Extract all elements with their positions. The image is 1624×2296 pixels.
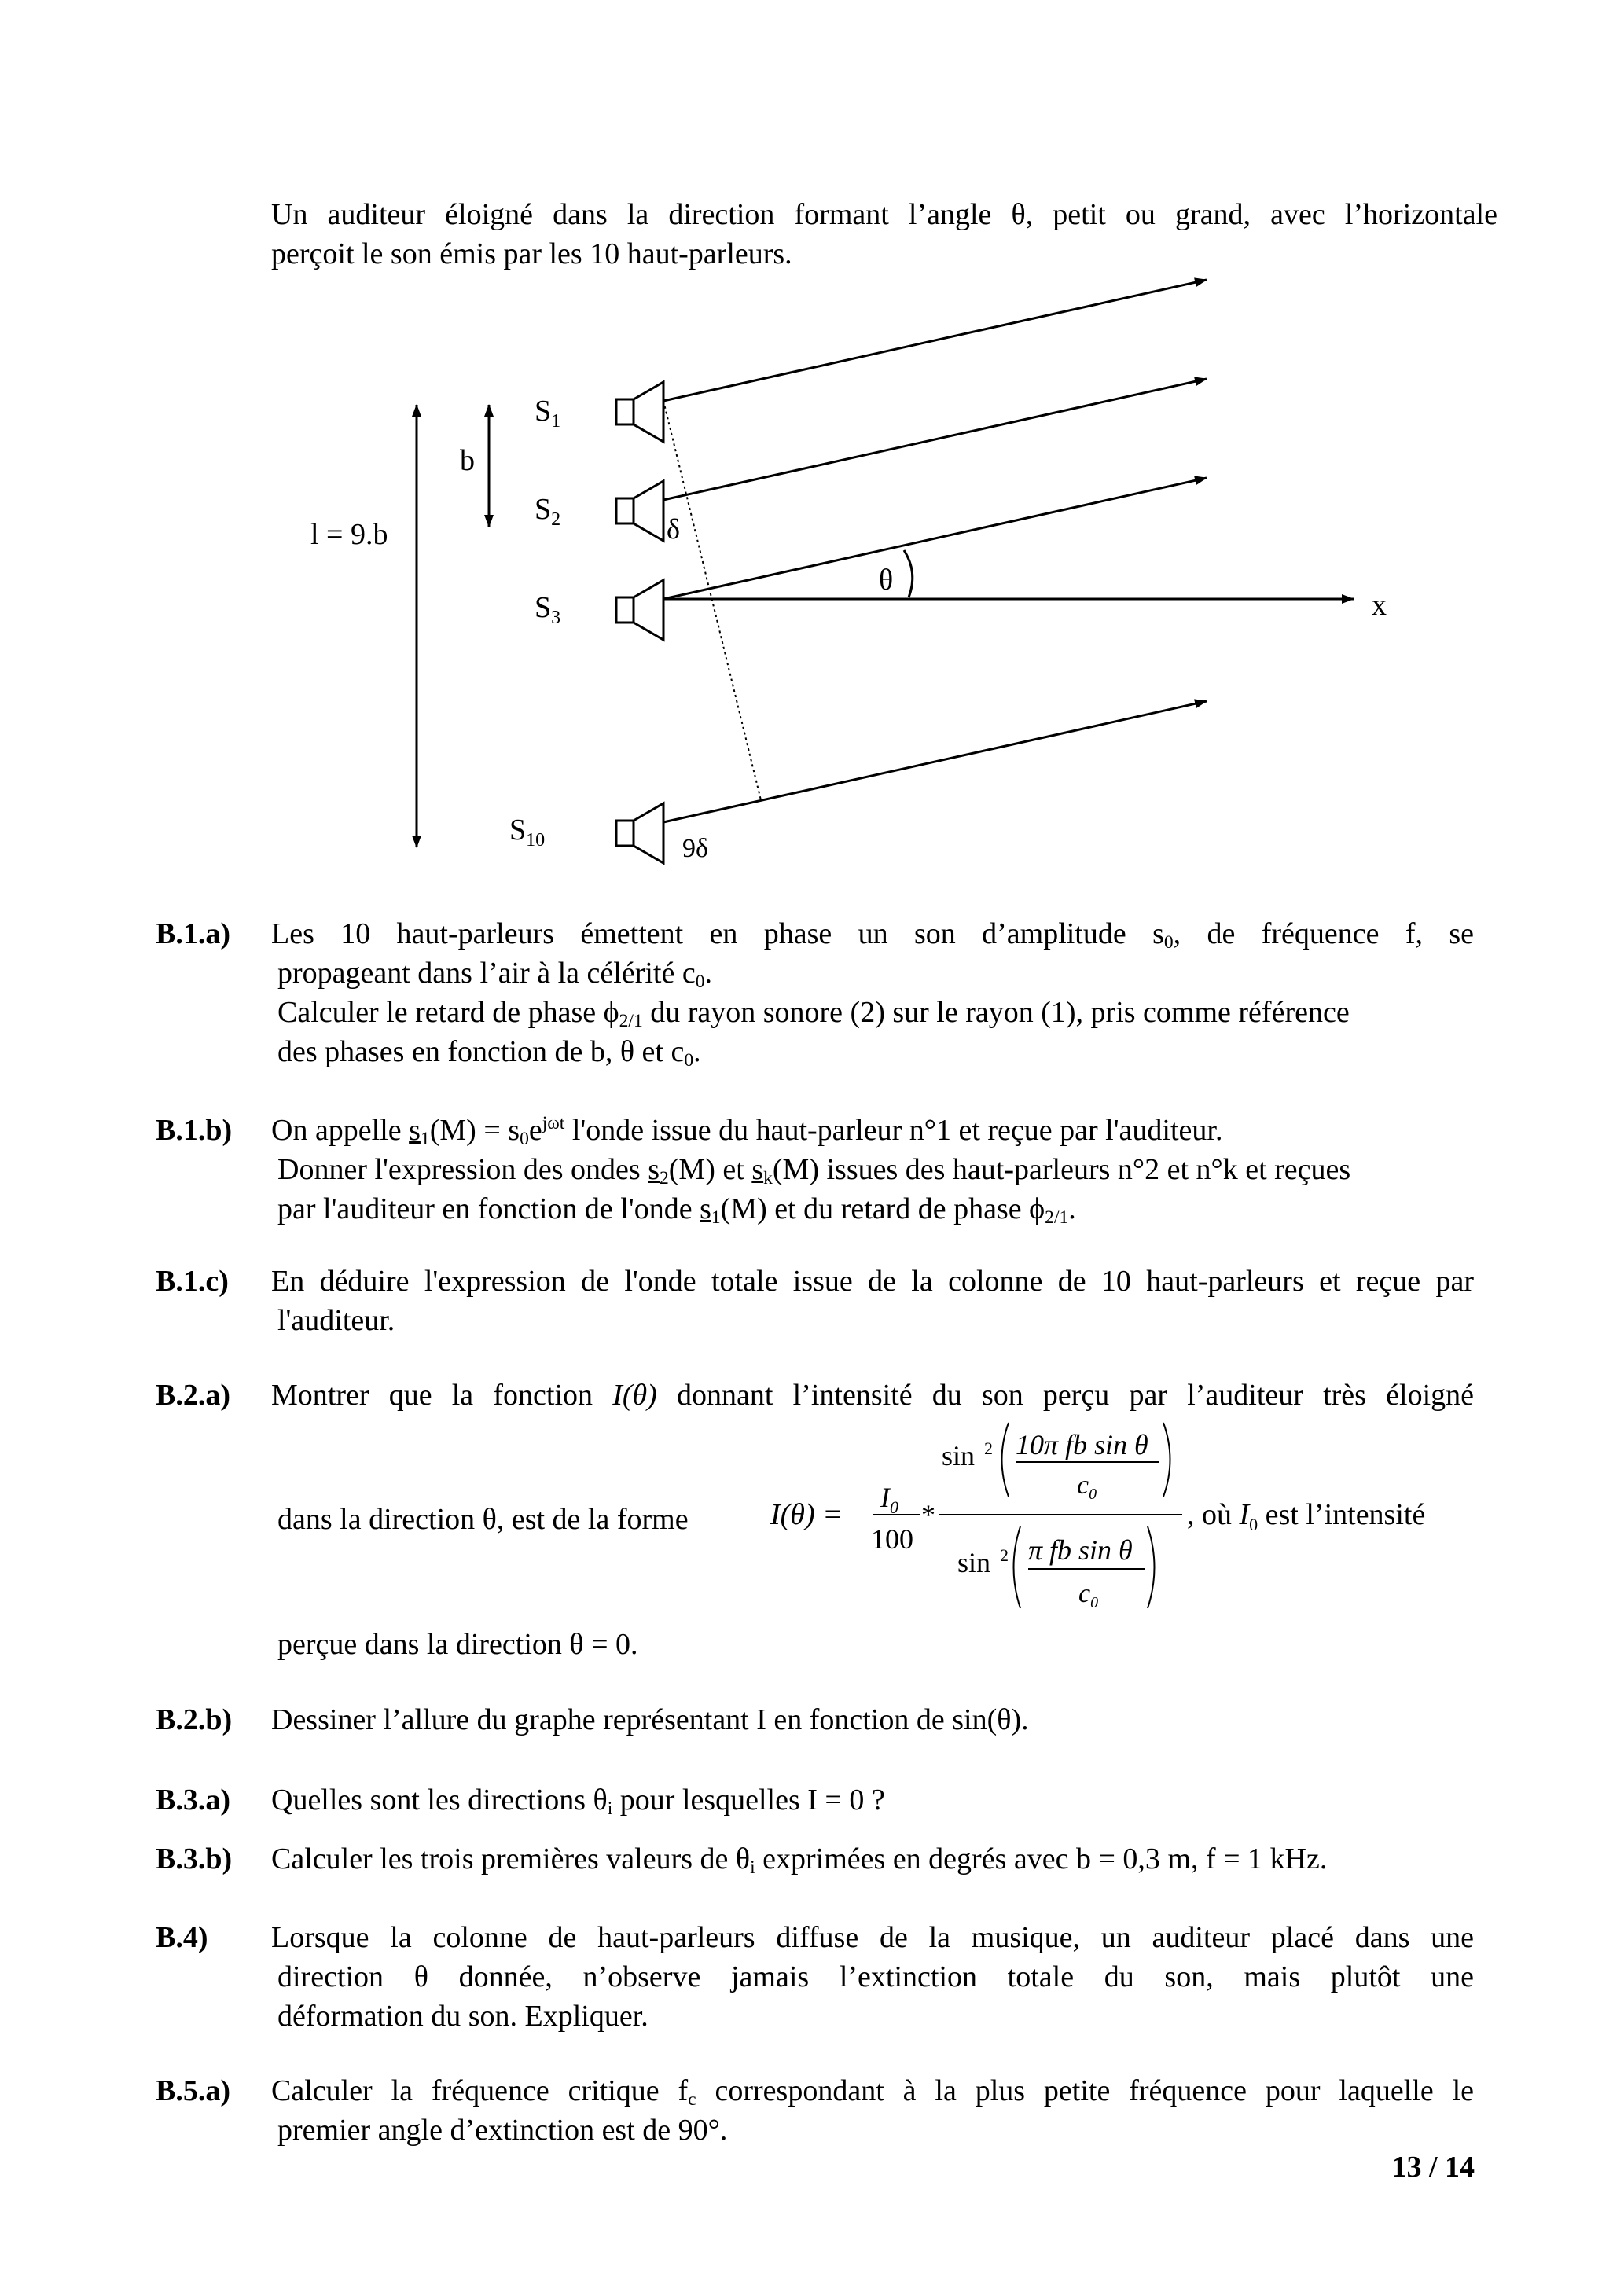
label-x: x [1372, 589, 1387, 622]
speaker-2-icon [616, 481, 663, 541]
question-b3b: Calculer les trois premières valeurs de $\theta_i$ exprimées en degrés avec b = 0,3 m, f = 1 kHz. [271, 1842, 1328, 1878]
wavefront-dotted-line [663, 401, 761, 800]
label-s10: $S_{10}$ [509, 814, 546, 850]
question-b1c: En déduire l'expression de l'onde totale issue de la colonne de 10 haut-parleurs et reçue par l'auditeur. [271, 1265, 1474, 1337]
question-b2a-intro: Montrer que la fonction I(θ) donnant l’intensité du son perçu par l’auditeur très éloigné [271, 1379, 1474, 1412]
svg-text:I0: $I_0$ [880, 1482, 898, 1517]
speaker-10-icon [616, 803, 663, 863]
label-delta: δ [667, 513, 680, 545]
question-b2a-form-text: dans la direction θ, est de la forme [277, 1503, 689, 1536]
label-s3: $S_3$ [535, 591, 561, 628]
question-b2a-end: perçue dans la direction θ = 0. [277, 1628, 638, 1661]
speaker-1-icon [616, 382, 663, 442]
theta-arc [904, 550, 913, 597]
question-b1a: Les 10 haut-parleurs émettent en phase un son d’amplitude $s_0$, de fréquence f, se propageant dans l’air à la célérité $c_0$. Calculer le retard de phase $\phi_{2/1}$ du rayon sonore (2) sur le rayon (1), pris comme référence des phases en fonction de b, θ et $c_0$. [271, 917, 1474, 1071]
question-b1b: On appelle $s_1(M) = s_0e^{j\omega t}$ l'onde issue du haut-parleur n°1 et reçue par l'auditeur. Donner l'expression des ondes $s_2(M)$ et $s_k(M)$ issues des haut-parleurs n°2 et n°k et reçues par l'auditeur en fonction de l'onde $s_1(M)$ et du retard de phase $\phi_{2/1}$. [271, 1112, 1351, 1228]
question-label-b1a: B.1.a) [156, 917, 230, 950]
svg-text:10π fb sin θ: 10π fb sin θ [1016, 1429, 1148, 1460]
svg-text:, où I0 est l’intensité: , où $I_0$ est l’intensité [1187, 1498, 1426, 1534]
page-number: 13 / 14 [1391, 2151, 1475, 2184]
question-label-b2b: B.2.b) [156, 1703, 233, 1736]
question-b5a: Calculer la fréquence critique $f_c$ correspondant à la plus petite fréquence pour laquelle le premier angle d’extinction est de 90°. [271, 2074, 1475, 2147]
question-b3a: Quelles sont les directions $\theta_i$ pour lesquelles I = 0 ? [271, 1784, 885, 1819]
intro-line-2: perçoit le son émis par les 10 haut-parleurs. [271, 237, 792, 270]
question-b2b: Dessiner l’allure du graphe représentant I en fonction de sin(θ). [271, 1703, 1029, 1736]
label-s1: $S_1$ [535, 395, 561, 432]
svg-text:I(θ) =: I(θ) = [770, 1498, 843, 1531]
question-b4: Lorsque la colonne de haut-parleurs diffuse de la musique, un auditeur placé dans une direction θ donnée, n’observe jamais l’extinction totale du son, mais plutôt une déformation du son. Expliquer. [271, 1921, 1474, 2033]
label-s2: $S_2$ [535, 493, 561, 530]
intensity-formula [770, 1416, 1517, 1629]
svg-text:c0: $c_0$ [1078, 1579, 1099, 1611]
ray-1 [663, 280, 1207, 401]
speaker-3-icon [616, 580, 663, 640]
question-label-b3a: B.3.a) [156, 1784, 230, 1817]
label-theta: θ [879, 564, 894, 597]
ray-2 [663, 379, 1207, 500]
svg-text:sin: sin [942, 1440, 976, 1471]
label-l: l = 9.b [310, 518, 388, 551]
question-label-b1b: B.1.b) [156, 1114, 233, 1147]
svg-text:c0: $c_0$ [1077, 1471, 1097, 1503]
intro-line-1: Un auditeur éloigné dans la direction formant l’angle θ, petit ou grand, avec l’horizontale [271, 198, 1497, 231]
question-label-b3b: B.3.b) [156, 1842, 233, 1875]
ray-3 [663, 478, 1207, 599]
svg-text:sin: sin [957, 1547, 991, 1578]
label-9delta: 9δ [682, 834, 709, 863]
svg-text:π fb sin θ: π fb sin θ [1028, 1534, 1133, 1566]
question-label-b1c: B.1.c) [156, 1265, 229, 1298]
svg-text:100: 100 [871, 1523, 913, 1555]
ray-10 [663, 701, 1207, 822]
label-b: b [460, 444, 475, 477]
question-label-b5a: B.5.a) [156, 2074, 230, 2107]
svg-text:*: * [921, 1499, 935, 1530]
svg-text:2: 2 [984, 1438, 993, 1458]
svg-text:2: 2 [1000, 1545, 1009, 1565]
question-label-b2a: B.2.a) [156, 1379, 230, 1412]
question-label-b4: B.4) [156, 1921, 208, 1954]
speaker-array-diagram [0, 0, 1624, 880]
